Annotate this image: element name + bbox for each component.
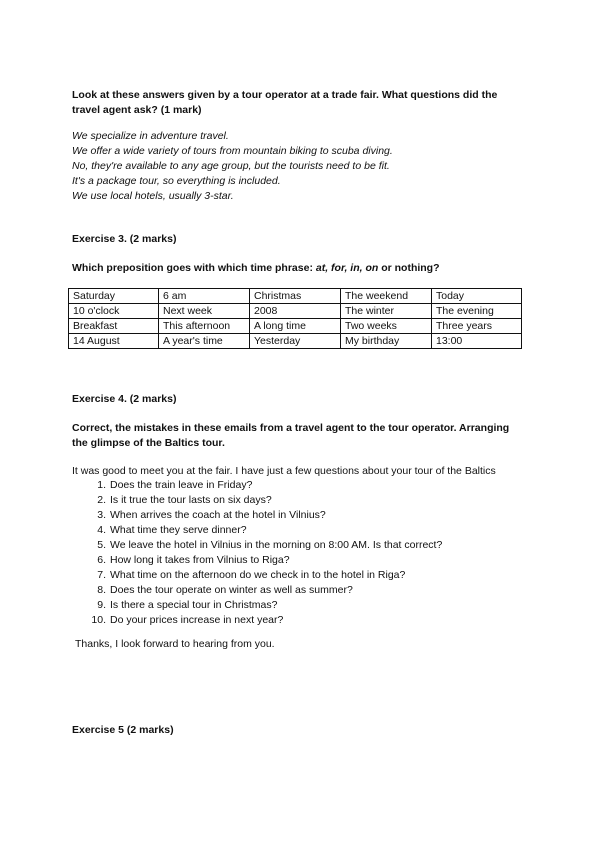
table-cell: The evening <box>432 304 522 319</box>
answer-line: We specialize in adventure travel. <box>72 130 229 142</box>
table-cell: The winter <box>341 304 432 319</box>
table-cell: 10 o'clock <box>69 304 159 319</box>
table-cell: Next week <box>159 304 250 319</box>
table-cell: Today <box>432 289 522 304</box>
exercise-4-title: Exercise 4. (2 marks) <box>72 393 177 405</box>
table-cell: Two weeks <box>341 319 432 334</box>
item-text: Does the train leave in Friday? <box>110 479 253 491</box>
exercise-3-instruction <box>72 261 528 276</box>
item-text: When arrives the coach at the hotel in Vilnius? <box>110 509 326 521</box>
question-heading <box>72 88 528 118</box>
table-cell: The weekend <box>341 289 432 304</box>
list-item <box>72 613 528 628</box>
question-heading-line: travel agent ask? (1 mark) <box>72 104 202 116</box>
table-cell: Christmas <box>250 289 341 304</box>
table-cell: Three years <box>432 319 522 334</box>
list-item <box>72 598 528 613</box>
list-item <box>72 493 528 508</box>
exercise-5-title: Exercise 5 (2 marks) <box>72 724 174 736</box>
list-item <box>72 553 528 568</box>
table-row <box>69 319 522 334</box>
answer-line: We use local hotels, usually 3-star. <box>72 190 234 202</box>
email-closing: Thanks, I look forward to hearing from you. <box>75 638 275 650</box>
item-number: 7. <box>97 569 106 581</box>
table-cell: 14 August <box>69 334 159 349</box>
mistakes-list <box>72 478 528 628</box>
item-text: Is there a special tour in Christmas? <box>110 599 278 611</box>
table-cell: 6 am <box>159 289 250 304</box>
item-number: 2. <box>97 494 106 506</box>
item-text: What time they serve dinner? <box>110 524 247 536</box>
table-row <box>69 304 522 319</box>
list-item <box>72 523 528 538</box>
item-number: 1. <box>97 479 106 491</box>
table-row <box>69 334 522 349</box>
list-item <box>72 508 528 523</box>
item-number: 8. <box>97 584 106 596</box>
table-row <box>69 289 522 304</box>
list-item <box>72 583 528 598</box>
item-number: 6. <box>97 554 106 566</box>
item-text: Do your prices increase in next year? <box>110 614 284 626</box>
item-number: 3. <box>97 509 106 521</box>
table-cell: Breakfast <box>69 319 159 334</box>
table-cell: Saturday <box>69 289 159 304</box>
table-cell: 13:00 <box>432 334 522 349</box>
time-phrase-table <box>68 288 522 349</box>
item-text: Is it true the tour lasts on six days? <box>110 494 272 506</box>
instruction-line: Correct, the mistakes in these emails from a travel agent to the tour operator. Arranging <box>72 422 510 434</box>
email-intro: It was good to meet you at the fair. I have just a few questions about your tour of the Baltics <box>72 465 496 477</box>
answers-list <box>72 129 528 204</box>
list-item <box>72 478 528 493</box>
instruction-options: at, for, in, on <box>315 262 379 274</box>
exercise-3-title: Exercise 3. (2 marks) <box>72 233 177 245</box>
item-number: 4. <box>97 524 106 536</box>
table-cell: This afternoon <box>159 319 250 334</box>
answer-line: We offer a wide variety of tours from mountain biking to scuba diving. <box>72 145 393 157</box>
table-cell: My birthday <box>341 334 432 349</box>
answer-line: No, they're available to any age group, but the tourists need to be fit. <box>72 160 390 172</box>
item-text: Does the tour operate on winter as well as summer? <box>110 584 353 596</box>
exercise-4-instruction <box>72 421 528 451</box>
item-text: We leave the hotel in Vilnius in the morning on 8:00 AM. Is that correct? <box>110 539 443 551</box>
list-item <box>72 568 528 583</box>
list-item <box>72 538 528 553</box>
table-cell: A long time <box>250 319 341 334</box>
table-cell: A year's time <box>159 334 250 349</box>
item-number: 9. <box>97 599 106 611</box>
item-number: 5. <box>97 539 106 551</box>
table-cell: Yesterday <box>250 334 341 349</box>
instruction-suffix: or nothing? <box>378 262 440 274</box>
instruction-line: the glimpse of the Baltics tour. <box>72 437 225 449</box>
answer-line: It's a package tour, so everything is included. <box>72 175 281 187</box>
table-cell: 2008 <box>250 304 341 319</box>
instruction-prefix: Which preposition goes with which time phrase: <box>72 262 316 274</box>
question-heading-line: Look at these answers given by a tour operator at a trade fair. What questions did the <box>72 89 498 101</box>
item-number: 10. <box>91 614 106 626</box>
item-text: What time on the afternoon do we check in to the hotel in Riga? <box>110 569 406 581</box>
item-text: How long it takes from Vilnius to Riga? <box>110 554 290 566</box>
